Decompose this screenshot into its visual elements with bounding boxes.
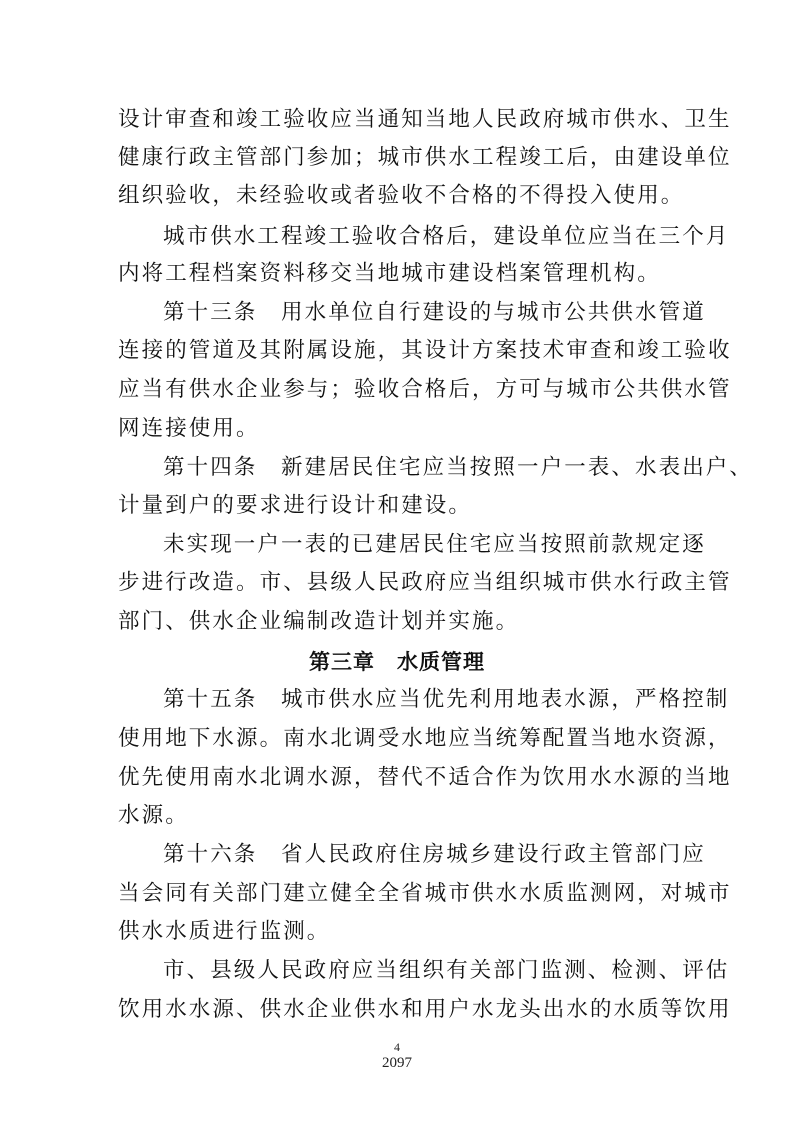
text-line: 供水水质进行监测。 [118,919,331,944]
chapter-heading: 第三章 水质管理 [309,650,485,674]
article-14-first-line: 第十四条 新建居民住宅应当按照一户一表、水表出户、 [163,455,754,480]
article-13-first-line: 第十三条 用水单位自行建设的与城市公共供水管道 [163,300,706,325]
text-line: 饮用水水源、供水企业供水和用户水龙头出水的水质等饮用 [118,997,732,1022]
article-15-first-line: 第十五条 城市供水应当优先利用地表水源，严格控制 [163,687,730,712]
text-line: 连接的管道及其附属设施，其设计方案技术审查和竣工验收 [118,338,732,363]
text-line: 应当有供水企业参与；验收合格后，方可与城市公共供水管 [118,377,732,402]
text-line: 当会同有关部门建立健全全省城市供水水质监测网，对城市 [118,881,732,906]
text-line: 使用地下水源。南水北调受水地应当统筹配置当地水资源， [118,726,732,751]
text-line: 网连接使用。 [118,416,260,441]
paragraph-first-line: 城市供水工程竣工验收合格后，建设单位应当在三个月 [163,224,730,249]
text-line: 步进行改造。市、县级人民政府应当组织城市供水行政主管 [118,570,732,595]
document-number: 2097 [382,1055,412,1071]
paragraph-first-line: 未实现一户一表的已建居民住宅应当按照前款规定逐 [163,532,706,557]
text-line: 健康行政主管部门参加；城市供水工程竣工后，由建设单位 [118,145,732,170]
text-line: 设计审查和竣工验收应当通知当地人民政府城市供水、卫生 [118,107,732,132]
text-line: 计量到户的要求进行设计和建设。 [118,493,473,518]
article-16-first-line: 第十六条 省人民政府住房城乡建设行政主管部门应 [163,842,706,867]
paragraph-first-line: 市、县级人民政府应当组织有关部门监测、检测、评估 [163,958,730,983]
text-line: 部门、供水企业编制改造计划并实施。 [118,609,520,634]
text-line: 组织验收，未经验收或者验收不合格的不得投入使用。 [118,183,685,208]
page-number: 4 [394,1040,400,1054]
text-line: 水源。 [118,803,189,828]
text-line: 优先使用南水北调水源，替代不适合作为饮用水水源的当地 [118,765,732,790]
text-line: 内将工程档案资料移交当地城市建设档案管理机构。 [118,261,661,286]
